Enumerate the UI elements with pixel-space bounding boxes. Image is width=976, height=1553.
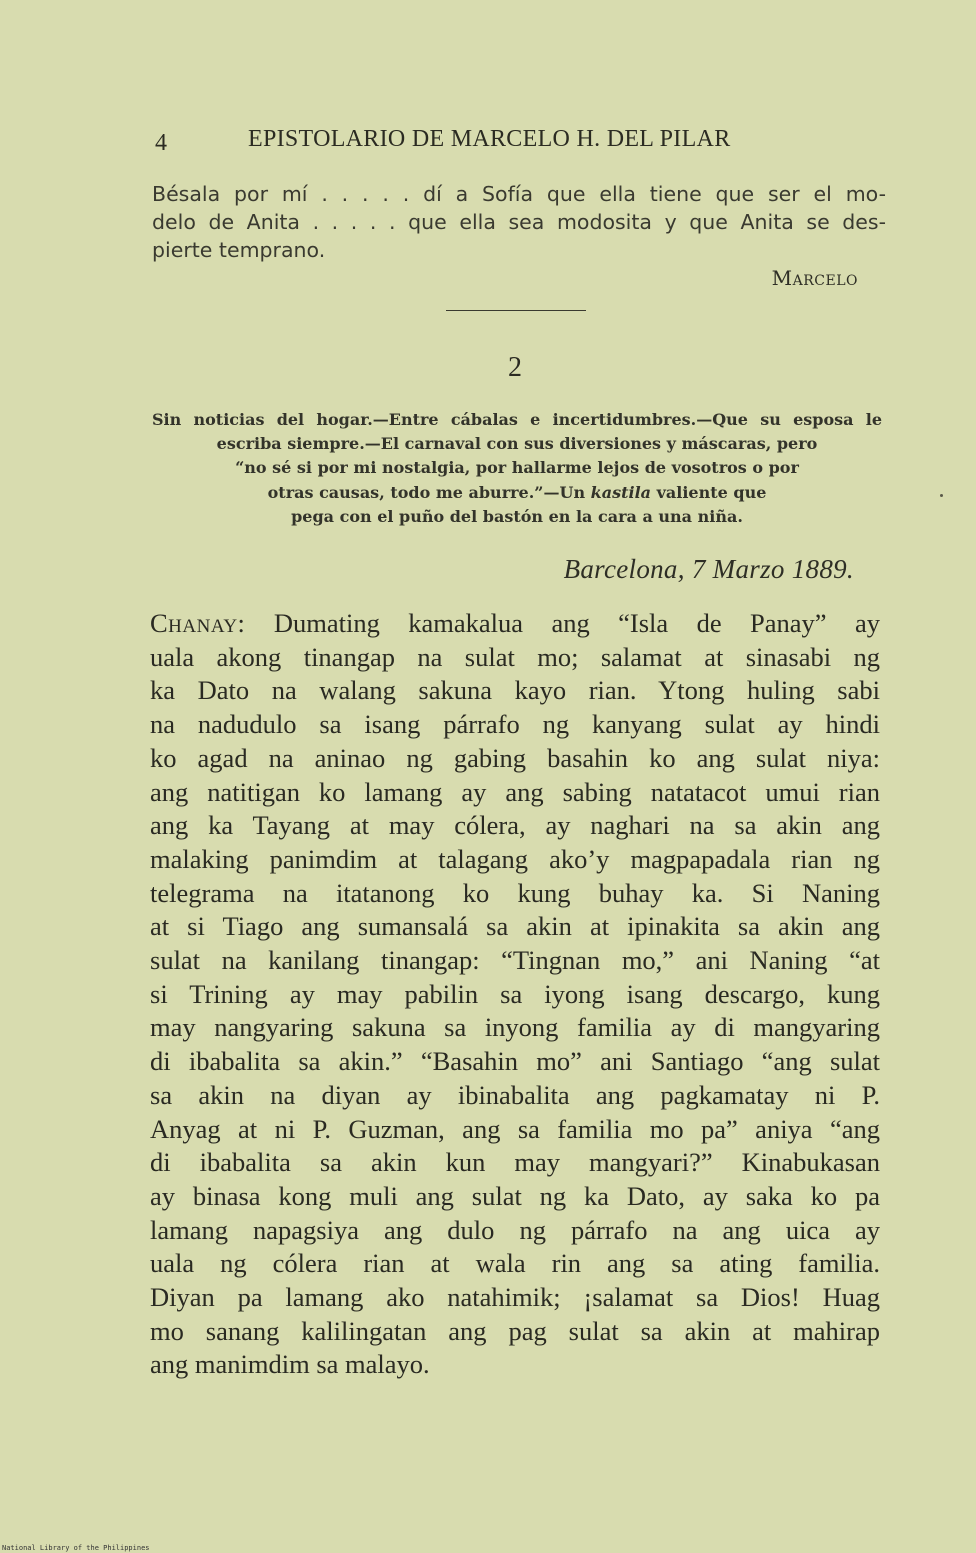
- library-credit: National Library of the Philippines: [2, 1544, 150, 1552]
- body-line: uala akong tinangap na sulat mo; salamat at sinasabi ng: [150, 641, 880, 672]
- signature: Marcelo: [771, 266, 858, 290]
- closing-line: pierte temprano.: [152, 238, 326, 262]
- body-line: [150, 607, 880, 641]
- summary-text: otras causas, todo me aburre.”—Un: [267, 482, 591, 502]
- body-line: Diyan pa lamang ako natahimik; ¡salamat sa Dios! Huag: [150, 1282, 880, 1313]
- letter-summary: [152, 408, 882, 529]
- body-line: ang natitigan ko lamang ay ang sabing natatacot umui rian: [150, 776, 880, 807]
- body-line: ko agad na aninao ng gabing basahin ko ang sulat niya:: [150, 742, 880, 773]
- body-line: sulat na kanilang tinangap: “Tingnan mo,” ani Naning “at: [150, 945, 880, 976]
- body-line: mo sanang kalilingatan ang pag sulat sa akin at mahirap: [150, 1315, 880, 1346]
- body-line: di ibabalita sa akin.” “Basahin mo” ani Santiago “ang sulat: [150, 1046, 880, 1077]
- body-line: uala ng cólera rian at wala rin ang sa ating familia.: [150, 1248, 880, 1279]
- page-number: 4: [155, 130, 168, 156]
- dateline: Barcelona, 7 Marzo 1889.: [563, 554, 854, 584]
- body-line: lamang napagsiya ang dulo ng párrafo na ang uica ay: [150, 1214, 880, 1245]
- body-line: ka Dato na walang sakuna kayo rian. Ytong huling sabi: [150, 675, 880, 706]
- body-line: ang manimdim sa malayo.: [150, 1349, 430, 1380]
- body-line: may nangyaring sakuna sa inyong familia ay di mangyaring: [150, 1012, 880, 1043]
- body-line: sa akin na diyan ay ibinabalita ang pagkamatay ni P.: [150, 1079, 880, 1110]
- body-line: ay binasa kong muli ang sulat ng ka Dato, ay saka ko pa: [150, 1180, 880, 1211]
- body-line: si Trining ay may pabilin sa iyong isang descargo, kung: [150, 978, 880, 1009]
- summary-line: “no sé si por mi nostalgia, por hallarme lejos de vosotros o por: [235, 458, 799, 478]
- body-line: Anyag at ni P. Guzman, ang sa familia mo pa” aniya “ang: [150, 1113, 880, 1144]
- letter-number: 2: [508, 352, 522, 383]
- summary-text: valiente que: [651, 482, 767, 502]
- body-line: ang ka Tayang at may cólera, ay naghari na sa akin ang: [150, 810, 880, 841]
- letter-body: [150, 607, 880, 1382]
- body-line: malaking panimdim at talagang ako’y magpapadala rian ng: [150, 843, 880, 874]
- body-line: at si Tiago ang sumansalá sa akin at ipinakita sa akin ang: [150, 911, 880, 942]
- closing-line: Bésala por mí . . . . . dí a Sofía que ella tiene que ser el mo-: [152, 182, 886, 206]
- scan-speck: [940, 494, 943, 497]
- body-line-text: Dumating kamakalua ang “Isla de Panay” ay: [245, 608, 880, 638]
- summary-line: Sin noticias del hogar.—Entre cábalas e incertidumbres.—Que su esposa le: [152, 410, 882, 429]
- body-line: na nadudulo sa isang párrafo ng kanyang sulat ay hindi: [150, 709, 880, 740]
- salutation: Chanay:: [150, 608, 246, 638]
- running-head: EPISTOLARIO DE MARCELO H. DEL PILAR: [248, 126, 731, 152]
- body-line: di ibabalita sa akin kun may mangyari?” Kinabukasan: [150, 1147, 880, 1178]
- previous-letter-closing: [152, 180, 886, 264]
- body-line: telegrama na itatanong ko kung buhay ka. Si Naning: [150, 877, 880, 908]
- section-divider: [446, 310, 586, 311]
- summary-line: [152, 481, 882, 505]
- closing-line: delo de Anita . . . . . que ella sea modosita y que Anita se des-: [152, 210, 886, 234]
- summary-italic-word: kastila: [590, 482, 652, 502]
- summary-line: pega con el puño del bastón en la cara a una niña.: [291, 506, 743, 526]
- summary-line: escriba siempre.—El carnaval con sus diversiones y máscaras, pero: [216, 434, 818, 454]
